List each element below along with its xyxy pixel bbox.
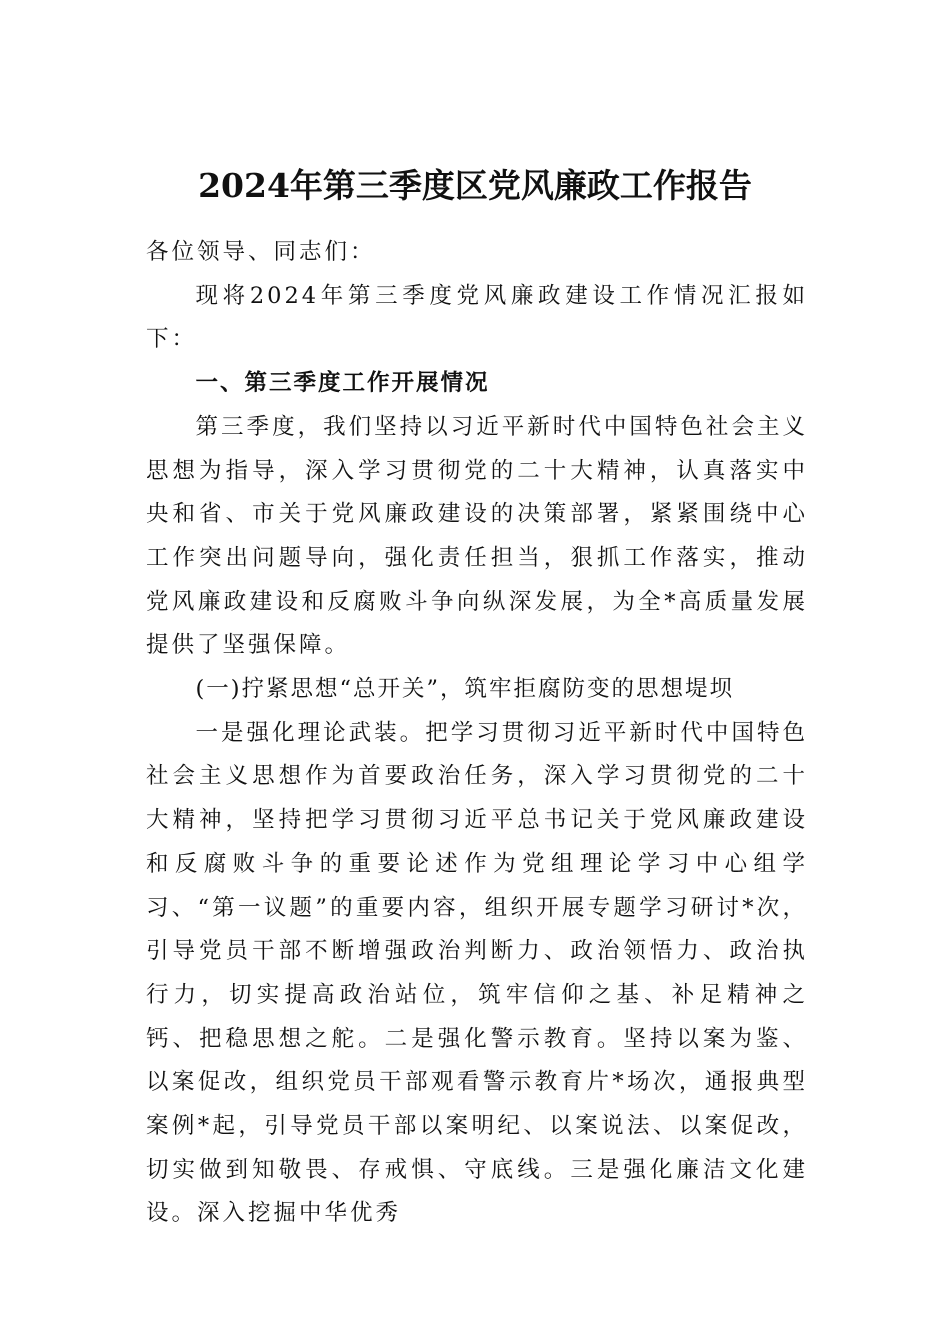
document-body bbox=[146, 231, 808, 1236]
intro-paragraph: 现将2024年第三季度党风廉政建设工作情况汇报如下： bbox=[146, 282, 808, 353]
subsection-heading: (一)拧紧思想“总开关”，筑牢拒腐防变的思想堤坝 bbox=[195, 676, 735, 703]
document-title: 2024年第三季度区党风廉政工作报告 bbox=[198, 166, 752, 205]
greeting: 各位领导、同志们： bbox=[146, 239, 376, 265]
subsection-paragraph: 一是强化理论武装。把学习贯彻习近平新时代中国特色社会主义思想作为首要政治任务，深入学习贯彻党的二十大精神，坚持把学习贯彻习近平总书记关于党风廉政建设和反腐败斗争的重要论述作为党组理论学习中心组学习、“第一议题”的重要内容，组织开展专题学习研讨*次，引导党员干部不断增强政治判断力、政治领悟力、政治执行力，切实提高政治站位，筑牢信仰之基、补足精神之钙、把稳思想之舵。二是强化警示教育。坚持以案为鉴、以案促改，组织党员干部观看警示教育片*场次，通报典型案例*起，引导党员干部以案明纪、以案说法、以案促改，切实做到知敬畏、存戒惧、守底线。三是强化廉洁文化建设。深入挖掘中华优秀 bbox=[146, 719, 808, 1227]
section-heading: 一、第三季度工作开展情况 bbox=[195, 370, 490, 397]
section-paragraph: 第三季度，我们坚持以习近平新时代中国特色社会主义思想为指导，深入学习贯彻党的二十大精神，认真落实中央和省、市关于党风廉政建设的决策部署，紧紧围绕中心工作突出问题导向，强化责任担当，狠抓工作落实，推动党风廉政建设和反腐败斗争向纵深发展，为全*高质量发展提供了坚强保障。 bbox=[146, 413, 808, 659]
